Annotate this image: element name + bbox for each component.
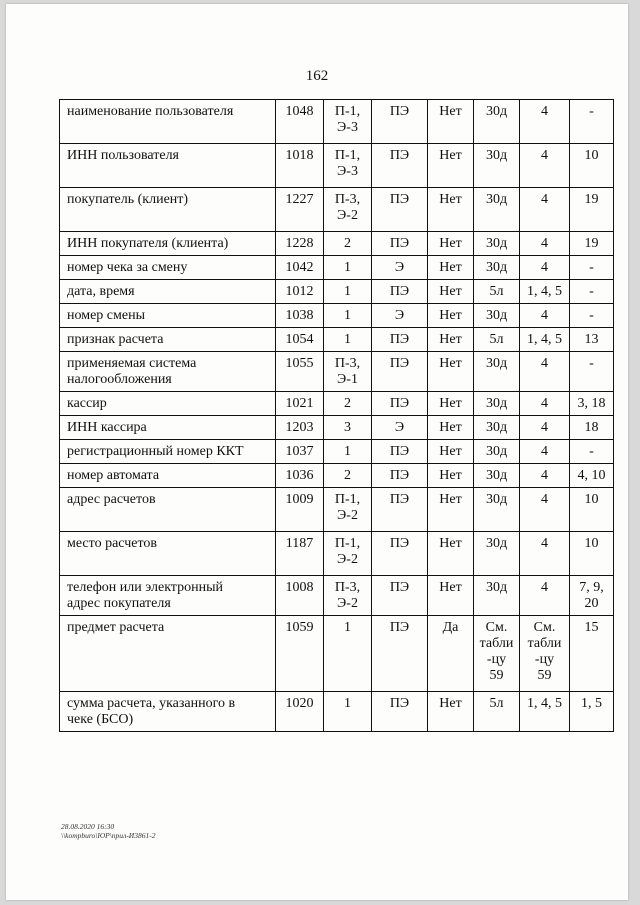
requisite-name-cell: телефон или электронный адрес покупателя bbox=[60, 576, 276, 616]
requisite-name-cell: сумма расчета, указанного в чеке (БСО) bbox=[60, 692, 276, 732]
note-cell: 19 bbox=[570, 232, 614, 256]
format-cell: 2 bbox=[324, 464, 372, 488]
note-cell: 15 bbox=[570, 616, 614, 692]
table-row bbox=[60, 280, 614, 304]
page-number: 162 bbox=[305, 68, 329, 84]
format-cell: 2 bbox=[324, 232, 372, 256]
tag-number-cell: 1012 bbox=[276, 280, 324, 304]
source-cell: 4 bbox=[520, 256, 570, 280]
storage-cell: См. табли -цу 59 bbox=[474, 616, 520, 692]
table-row bbox=[60, 692, 614, 732]
form-cell: ПЭ bbox=[372, 392, 428, 416]
form-cell: ПЭ bbox=[372, 488, 428, 532]
format-cell: П-3, Э-1 bbox=[324, 352, 372, 392]
source-cell: 4 bbox=[520, 532, 570, 576]
note-cell: - bbox=[570, 280, 614, 304]
source-cell: 4 bbox=[520, 352, 570, 392]
tag-number-cell: 1055 bbox=[276, 352, 324, 392]
storage-cell: 30д bbox=[474, 488, 520, 532]
storage-cell: 5л bbox=[474, 328, 520, 352]
mandatory-cell: Нет bbox=[428, 256, 474, 280]
table-row bbox=[60, 328, 614, 352]
table-row bbox=[60, 352, 614, 392]
tag-number-cell: 1228 bbox=[276, 232, 324, 256]
table-row bbox=[60, 256, 614, 280]
requisite-name-cell: номер автомата bbox=[60, 464, 276, 488]
tag-number-cell: 1009 bbox=[276, 488, 324, 532]
table-row bbox=[60, 144, 614, 188]
mandatory-cell: Нет bbox=[428, 304, 474, 328]
tag-number-cell: 1020 bbox=[276, 692, 324, 732]
footer-stamp bbox=[61, 822, 155, 840]
storage-cell: 30д bbox=[474, 352, 520, 392]
table-row bbox=[60, 464, 614, 488]
requisite-name-cell: кассир bbox=[60, 392, 276, 416]
form-cell: ПЭ bbox=[372, 616, 428, 692]
table-row bbox=[60, 416, 614, 440]
requisite-name-cell: применяемая система налогообложения bbox=[60, 352, 276, 392]
tag-number-cell: 1187 bbox=[276, 532, 324, 576]
mandatory-cell: Нет bbox=[428, 188, 474, 232]
mandatory-cell: Нет bbox=[428, 692, 474, 732]
tag-number-cell: 1008 bbox=[276, 576, 324, 616]
note-cell: - bbox=[570, 304, 614, 328]
note-cell: - bbox=[570, 352, 614, 392]
mandatory-cell: Нет bbox=[428, 464, 474, 488]
source-cell: 4 bbox=[520, 440, 570, 464]
storage-cell: 30д bbox=[474, 188, 520, 232]
mandatory-cell: Нет bbox=[428, 280, 474, 304]
requisite-name-cell: дата, время bbox=[60, 280, 276, 304]
form-cell: Э bbox=[372, 304, 428, 328]
tag-number-cell: 1018 bbox=[276, 144, 324, 188]
requisite-name-cell: место расчетов bbox=[60, 532, 276, 576]
source-cell: 4 bbox=[520, 464, 570, 488]
storage-cell: 30д bbox=[474, 576, 520, 616]
storage-cell: 30д bbox=[474, 440, 520, 464]
storage-cell: 30д bbox=[474, 416, 520, 440]
table-row bbox=[60, 440, 614, 464]
mandatory-cell: Нет bbox=[428, 440, 474, 464]
format-cell: П-1, Э-3 bbox=[324, 100, 372, 144]
requisite-name-cell: покупатель (клиент) bbox=[60, 188, 276, 232]
format-cell: 2 bbox=[324, 392, 372, 416]
note-cell: 10 bbox=[570, 532, 614, 576]
format-cell: 1 bbox=[324, 440, 372, 464]
source-cell: 1, 4, 5 bbox=[520, 280, 570, 304]
note-cell: 3, 18 bbox=[570, 392, 614, 416]
tag-number-cell: 1038 bbox=[276, 304, 324, 328]
mandatory-cell: Нет bbox=[428, 144, 474, 188]
requisite-name-cell: регистрационный номер ККТ bbox=[60, 440, 276, 464]
tag-number-cell: 1036 bbox=[276, 464, 324, 488]
mandatory-cell: Нет bbox=[428, 352, 474, 392]
form-cell: ПЭ bbox=[372, 100, 428, 144]
tag-number-cell: 1059 bbox=[276, 616, 324, 692]
table-row bbox=[60, 100, 614, 144]
note-cell: 10 bbox=[570, 488, 614, 532]
requisite-name-cell: адрес расчетов bbox=[60, 488, 276, 532]
note-cell: - bbox=[570, 440, 614, 464]
footer-timestamp: 28.08.2020 16:30 bbox=[61, 822, 115, 831]
mandatory-cell: Нет bbox=[428, 232, 474, 256]
form-cell: ПЭ bbox=[372, 280, 428, 304]
form-cell: ПЭ bbox=[372, 188, 428, 232]
source-cell: 4 bbox=[520, 488, 570, 532]
mandatory-cell: Нет bbox=[428, 328, 474, 352]
storage-cell: 5л bbox=[474, 692, 520, 732]
storage-cell: 30д bbox=[474, 464, 520, 488]
table-row bbox=[60, 616, 614, 692]
note-cell: 10 bbox=[570, 144, 614, 188]
format-cell: 1 bbox=[324, 692, 372, 732]
source-cell: 4 bbox=[520, 304, 570, 328]
document-page bbox=[6, 4, 628, 900]
storage-cell: 30д bbox=[474, 232, 520, 256]
note-cell: - bbox=[570, 100, 614, 144]
format-cell: 1 bbox=[324, 328, 372, 352]
form-cell: ПЭ bbox=[372, 576, 428, 616]
mandatory-cell: Нет bbox=[428, 392, 474, 416]
requisite-name-cell: ИНН покупателя (клиента) bbox=[60, 232, 276, 256]
form-cell: ПЭ bbox=[372, 328, 428, 352]
table-row bbox=[60, 232, 614, 256]
table-row bbox=[60, 488, 614, 532]
form-cell: ПЭ bbox=[372, 692, 428, 732]
format-cell: П-1, Э-2 bbox=[324, 488, 372, 532]
note-cell: 13 bbox=[570, 328, 614, 352]
table-row bbox=[60, 392, 614, 416]
form-cell: ПЭ bbox=[372, 144, 428, 188]
requisite-name-cell: наименование пользователя bbox=[60, 100, 276, 144]
format-cell: П-1, Э-3 bbox=[324, 144, 372, 188]
requisite-name-cell: ИНН пользователя bbox=[60, 144, 276, 188]
tag-number-cell: 1203 bbox=[276, 416, 324, 440]
table-row bbox=[60, 188, 614, 232]
source-cell: 1, 4, 5 bbox=[520, 692, 570, 732]
form-cell: ПЭ bbox=[372, 232, 428, 256]
source-cell: 4 bbox=[520, 232, 570, 256]
form-cell: ПЭ bbox=[372, 440, 428, 464]
source-cell: 1, 4, 5 bbox=[520, 328, 570, 352]
tag-number-cell: 1054 bbox=[276, 328, 324, 352]
format-cell: 1 bbox=[324, 280, 372, 304]
source-cell: 4 bbox=[520, 576, 570, 616]
mandatory-cell: Нет bbox=[428, 100, 474, 144]
form-cell: ПЭ bbox=[372, 352, 428, 392]
source-cell: 4 bbox=[520, 188, 570, 232]
form-cell: Э bbox=[372, 256, 428, 280]
source-cell: 4 bbox=[520, 392, 570, 416]
table-row bbox=[60, 304, 614, 328]
format-cell: П-1, Э-2 bbox=[324, 532, 372, 576]
note-cell: - bbox=[570, 256, 614, 280]
format-cell: 3 bbox=[324, 416, 372, 440]
storage-cell: 30д bbox=[474, 304, 520, 328]
tag-number-cell: 1021 bbox=[276, 392, 324, 416]
requisite-name-cell: номер чека за смену bbox=[60, 256, 276, 280]
storage-cell: 30д bbox=[474, 100, 520, 144]
storage-cell: 30д bbox=[474, 532, 520, 576]
mandatory-cell: Нет bbox=[428, 532, 474, 576]
tag-number-cell: 1227 bbox=[276, 188, 324, 232]
source-cell: 4 bbox=[520, 144, 570, 188]
format-cell: 1 bbox=[324, 256, 372, 280]
form-cell: ПЭ bbox=[372, 464, 428, 488]
format-cell: П-3, Э-2 bbox=[324, 188, 372, 232]
tag-number-cell: 1037 bbox=[276, 440, 324, 464]
table-row bbox=[60, 576, 614, 616]
tag-number-cell: 1042 bbox=[276, 256, 324, 280]
form-cell: Э bbox=[372, 416, 428, 440]
storage-cell: 30д bbox=[474, 256, 520, 280]
requisite-name-cell: номер смены bbox=[60, 304, 276, 328]
table-row bbox=[60, 532, 614, 576]
source-cell: 4 bbox=[520, 416, 570, 440]
source-cell: См. табли -цу 59 bbox=[520, 616, 570, 692]
storage-cell: 5л bbox=[474, 280, 520, 304]
format-cell: П-3, Э-2 bbox=[324, 576, 372, 616]
requisite-name-cell: предмет расчета bbox=[60, 616, 276, 692]
tag-number-cell: 1048 bbox=[276, 100, 324, 144]
form-cell: ПЭ bbox=[372, 532, 428, 576]
storage-cell: 30д bbox=[474, 392, 520, 416]
note-cell: 7, 9, 20 bbox=[570, 576, 614, 616]
requisite-name-cell: признак расчета bbox=[60, 328, 276, 352]
storage-cell: 30д bbox=[474, 144, 520, 188]
format-cell: 1 bbox=[324, 304, 372, 328]
note-cell: 1, 5 bbox=[570, 692, 614, 732]
note-cell: 19 bbox=[570, 188, 614, 232]
footer-filepath: \\kompburo\ЮР\прил-И3861-2 bbox=[61, 831, 156, 840]
mandatory-cell: Нет bbox=[428, 576, 474, 616]
format-cell: 1 bbox=[324, 616, 372, 692]
source-cell: 4 bbox=[520, 100, 570, 144]
mandatory-cell: Нет bbox=[428, 488, 474, 532]
mandatory-cell: Нет bbox=[428, 416, 474, 440]
mandatory-cell: Да bbox=[428, 616, 474, 692]
requisites-table bbox=[59, 99, 614, 732]
note-cell: 4, 10 bbox=[570, 464, 614, 488]
note-cell: 18 bbox=[570, 416, 614, 440]
requisite-name-cell: ИНН кассира bbox=[60, 416, 276, 440]
